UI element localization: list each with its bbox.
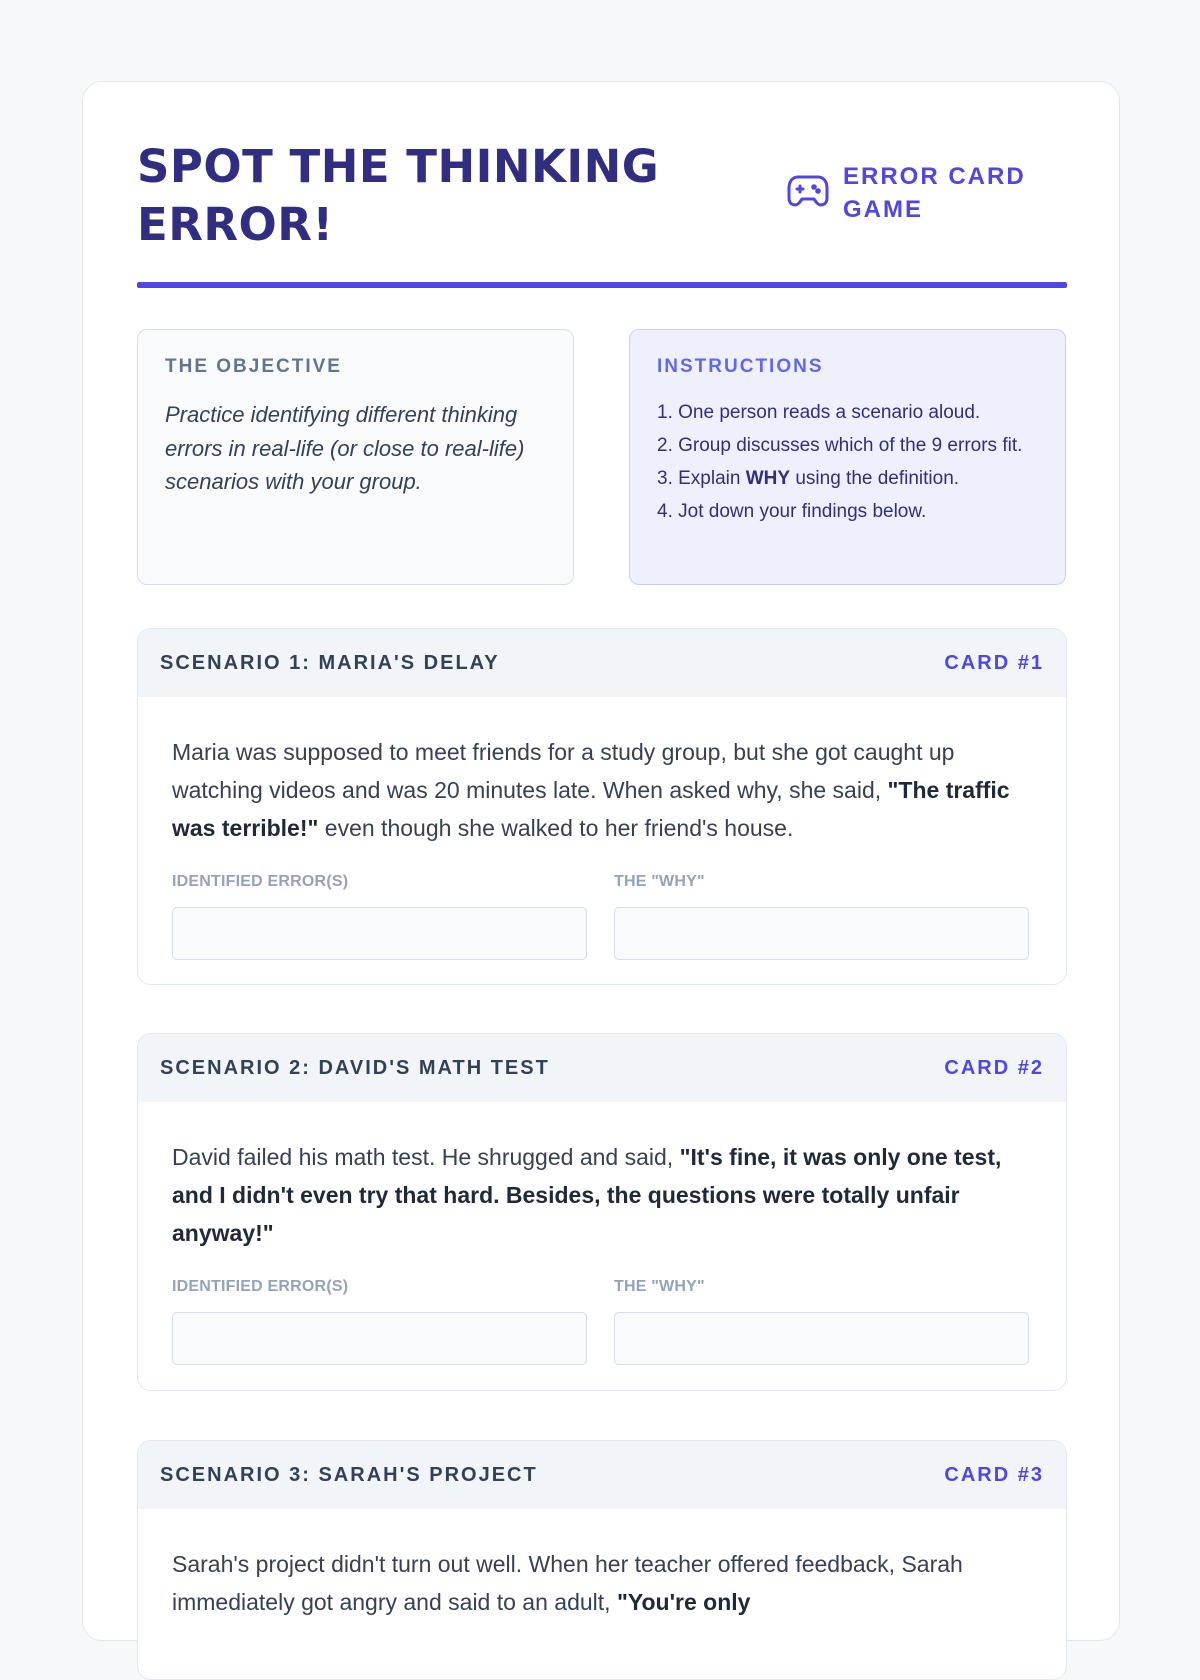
error-input[interactable] <box>172 1312 587 1365</box>
worksheet-card <box>82 81 1120 1641</box>
instruction-step-1: 1. One person reads a scenario aloud. <box>657 402 981 423</box>
scenario-text-start: David failed his math test. He shrugged and said, <box>172 1144 680 1170</box>
instructions-box <box>629 329 1066 585</box>
badge-line-2: GAME <box>843 196 923 223</box>
scenario-body <box>138 1509 1066 1659</box>
scenario-title: SCENARIO 3: SARAH'S PROJECT <box>160 1463 538 1486</box>
scenario-body <box>138 1102 1066 1391</box>
objective-heading: THE OBJECTIVE <box>165 356 342 377</box>
badge-line-1: ERROR CARD <box>843 163 1026 190</box>
gamepad-icon <box>787 173 829 207</box>
objective-text: Practice identifying different thinking errors in real-life (or close to real-life) scenarios with your group. <box>165 402 525 494</box>
scenario-text <box>172 1138 1032 1252</box>
why-input[interactable] <box>614 907 1029 960</box>
why-field <box>614 1278 1029 1365</box>
error-field <box>172 1278 587 1365</box>
page-header <box>137 138 1067 268</box>
instruction-step-3 <box>657 466 1038 492</box>
scenario-quote: "It's fine, it was only one test, and I didn't even try that hard. Besides, the questions were totally unfair anyway!" <box>172 1144 1002 1246</box>
instructions-list <box>657 400 1038 525</box>
header-divider <box>137 282 1067 288</box>
scenario-header <box>138 1441 1066 1509</box>
scenario-text-start: Maria was supposed to meet friends for a study group, but she got caught up watching videos and was 20 minutes late. When asked why, she said, <box>172 739 955 803</box>
error-input[interactable] <box>172 907 587 960</box>
card-number: CARD #2 <box>944 1056 1044 1079</box>
card-number: CARD #3 <box>944 1463 1044 1486</box>
why-input[interactable] <box>614 1312 1029 1365</box>
scenario-card-3 <box>137 1440 1067 1680</box>
answer-fields <box>172 873 1032 985</box>
title-line-1: SPOT THE THINKING <box>137 140 660 193</box>
title-line-2: ERROR! <box>137 198 334 251</box>
instructions-heading: INSTRUCTIONS <box>657 356 824 377</box>
why-field <box>614 873 1029 960</box>
scenario-text-start: Sarah's project didn't turn out well. When her teacher offered feedback, Sarah immediately got angry and said to an adult, <box>172 1551 963 1615</box>
scenario-card-1 <box>137 628 1067 985</box>
scenario-quote: "The traffic was terrible!" <box>172 777 1010 841</box>
scenario-text-end: even though she walked to her friend's house. <box>318 815 794 841</box>
error-field-label: IDENTIFIED ERROR(S) <box>172 1278 349 1295</box>
instruction-step-4: 4. Jot down your findings below. <box>657 501 927 522</box>
scenario-body <box>138 697 1066 985</box>
scenario-quote: "You're only <box>616 1589 751 1615</box>
why-field-label: THE "WHY" <box>614 1278 705 1295</box>
why-field-label: THE "WHY" <box>614 873 705 890</box>
scenario-title: SCENARIO 1: MARIA'S DELAY <box>160 651 500 674</box>
scenario-header <box>138 1034 1066 1102</box>
scenario-header <box>138 629 1066 697</box>
error-field <box>172 873 587 960</box>
page-title <box>137 138 737 254</box>
objective-box <box>137 329 574 585</box>
game-badge <box>787 160 1047 230</box>
badge-label <box>843 160 1053 226</box>
scenario-title: SCENARIO 2: DAVID'S MATH TEST <box>160 1056 550 1079</box>
scenario-text <box>172 1545 1032 1659</box>
step-3-suffix: using the definition. <box>790 468 960 489</box>
step-3-emphasis: WHY <box>745 468 791 489</box>
error-field-label: IDENTIFIED ERROR(S) <box>172 873 349 890</box>
scenario-text <box>172 733 1032 847</box>
answer-fields <box>172 1278 1032 1391</box>
step-3-prefix: 3. Explain <box>657 468 746 489</box>
instruction-step-2: 2. Group discusses which of the 9 errors fit. <box>657 435 1023 456</box>
scenario-card-2 <box>137 1033 1067 1391</box>
card-number: CARD #1 <box>944 651 1044 674</box>
